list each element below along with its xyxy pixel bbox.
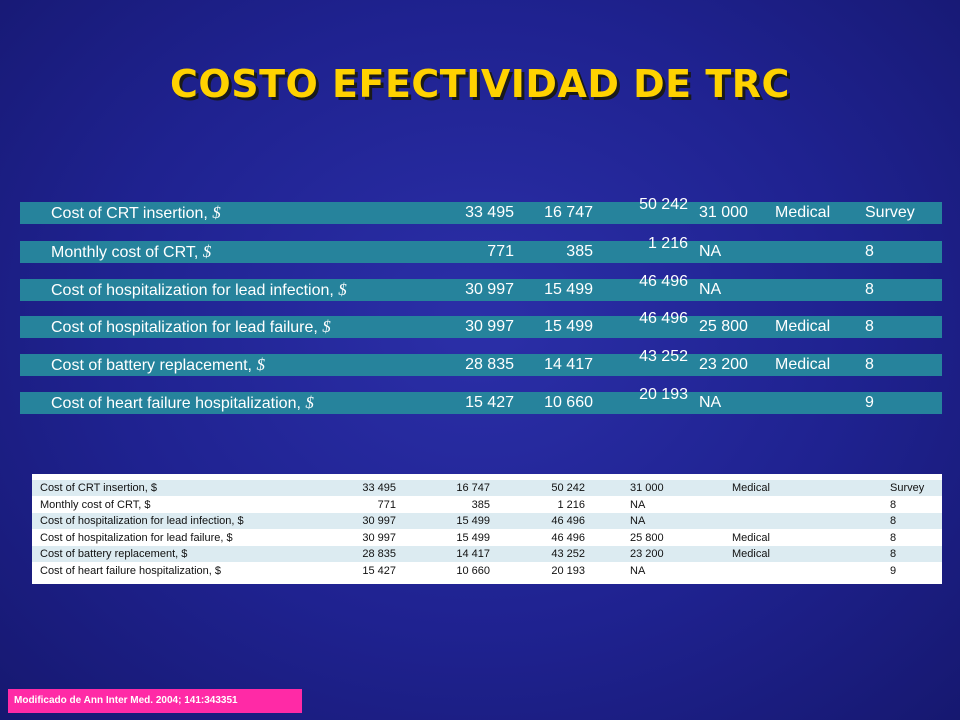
reference: 8 — [865, 281, 874, 298]
high-value: 46 496 — [639, 273, 688, 290]
slide-title: COSTO EFECTIVIDAD DE TRC — [170, 62, 790, 106]
inset-cell: 14 417 — [456, 548, 490, 560]
inset-row-label: Cost of battery replacement, $ — [40, 548, 188, 560]
reference: 8 — [865, 356, 874, 373]
inset-row-label: Monthly cost of CRT, $ — [40, 498, 151, 511]
table-row — [20, 310, 942, 338]
source-table-image — [32, 474, 942, 584]
row-label: Cost of hospitalization for lead infection, $ — [51, 280, 347, 299]
low-value: 15 499 — [544, 318, 593, 335]
inset-cell: 8 — [890, 531, 897, 544]
table-row — [20, 348, 942, 376]
inset-cell: 8 — [890, 515, 897, 527]
high-value: 1 216 — [647, 235, 688, 252]
comparison-value: NA — [699, 243, 722, 260]
inset-cell: 771 — [377, 498, 396, 511]
row-label: Cost of battery replacement, $ — [51, 355, 265, 374]
inset-cell: 10 660 — [456, 564, 490, 577]
inset-cell: 20 193 — [551, 564, 585, 577]
inset-cell: 15 427 — [362, 564, 396, 577]
inset-cell: NA — [630, 498, 646, 511]
base-value: 30 997 — [465, 318, 514, 335]
inset-row-label: Cost of hospitalization for lead infection, $ — [40, 515, 244, 527]
inset-cell: 8 — [890, 548, 897, 560]
reference: 8 — [865, 318, 874, 335]
inset-cell: 25 800 — [630, 531, 664, 544]
inset-cell: Medical — [732, 548, 770, 560]
high-value: 46 496 — [639, 310, 688, 327]
inset-row-label: Cost of CRT insertion, $ — [40, 482, 157, 494]
high-value: 43 252 — [639, 348, 688, 365]
inset-cell: 50 242 — [551, 482, 585, 494]
low-value: 10 660 — [544, 394, 593, 411]
base-value: 28 835 — [465, 356, 514, 373]
inset-cell: NA — [630, 515, 646, 527]
inset-cell: Survey — [890, 482, 925, 494]
inset-cell: 30 997 — [362, 531, 396, 544]
high-value: 50 242 — [639, 196, 688, 213]
table-row — [20, 273, 942, 301]
base-value: 33 495 — [465, 204, 514, 221]
inset-row-label: Cost of hospitalization for lead failure, $ — [40, 531, 233, 544]
base-value: 15 427 — [465, 394, 514, 411]
inset-cell: 8 — [890, 498, 897, 511]
low-value: 385 — [566, 243, 593, 260]
inset-cell: Medical — [732, 531, 770, 544]
row-label: Cost of heart failure hospitalization, $ — [51, 393, 314, 412]
comparison-value: 25 800 — [699, 318, 748, 335]
inset-row-label: Cost of heart failure hospitalization, $ — [40, 564, 221, 577]
high-value: 20 193 — [639, 386, 688, 403]
comparison-value: NA — [699, 394, 722, 411]
table-row — [20, 196, 942, 224]
inset-row — [32, 513, 942, 529]
comparison-value: 31 000 — [699, 204, 748, 221]
inset-cell: 23 200 — [630, 548, 664, 560]
reference: 8 — [865, 243, 874, 260]
row-label: Cost of CRT insertion, $ — [51, 203, 221, 222]
comparison-value: NA — [699, 281, 722, 298]
source-type: Medical — [775, 204, 831, 221]
row-label: Monthly cost of CRT, $ — [51, 242, 212, 261]
inset-cell: 46 496 — [551, 531, 585, 544]
inset-row — [32, 563, 942, 579]
inset-cell: 43 252 — [551, 548, 585, 560]
source-type: Medical — [775, 318, 831, 335]
low-value: 15 499 — [544, 281, 593, 298]
table-row — [20, 235, 942, 263]
inset-cell: 1 216 — [557, 498, 585, 511]
reference: Survey — [865, 204, 915, 221]
inset-row — [32, 480, 942, 496]
inset-cell: 28 835 — [362, 548, 396, 560]
comparison-value: 23 200 — [699, 356, 748, 373]
inset-cell: 16 747 — [456, 482, 490, 494]
inset-cell: NA — [630, 564, 646, 577]
inset-cell: Medical — [732, 482, 770, 494]
low-value: 16 747 — [544, 204, 593, 221]
inset-cell: 30 997 — [362, 515, 396, 527]
low-value: 14 417 — [544, 356, 593, 373]
inset-cell: 15 499 — [456, 531, 490, 544]
inset-cell: 46 496 — [551, 515, 585, 527]
citation-label: Modificado de Ann Inter Med. 2004; 141:343351 — [8, 689, 302, 713]
source-type: Medical — [775, 356, 831, 373]
table-row — [20, 386, 942, 414]
inset-cell: 33 495 — [362, 482, 396, 494]
reference: 9 — [865, 394, 874, 411]
inset-row — [32, 546, 942, 562]
inset-cell: 9 — [890, 564, 897, 577]
inset-cell: 385 — [471, 498, 490, 511]
inset-cell: 15 499 — [456, 515, 490, 527]
base-value: 30 997 — [465, 281, 514, 298]
base-value: 771 — [487, 243, 514, 260]
inset-cell: 31 000 — [630, 482, 664, 494]
inset-row — [32, 497, 942, 513]
row-label: Cost of hospitalization for lead failure, $ — [51, 317, 331, 336]
inset-row — [32, 530, 942, 546]
